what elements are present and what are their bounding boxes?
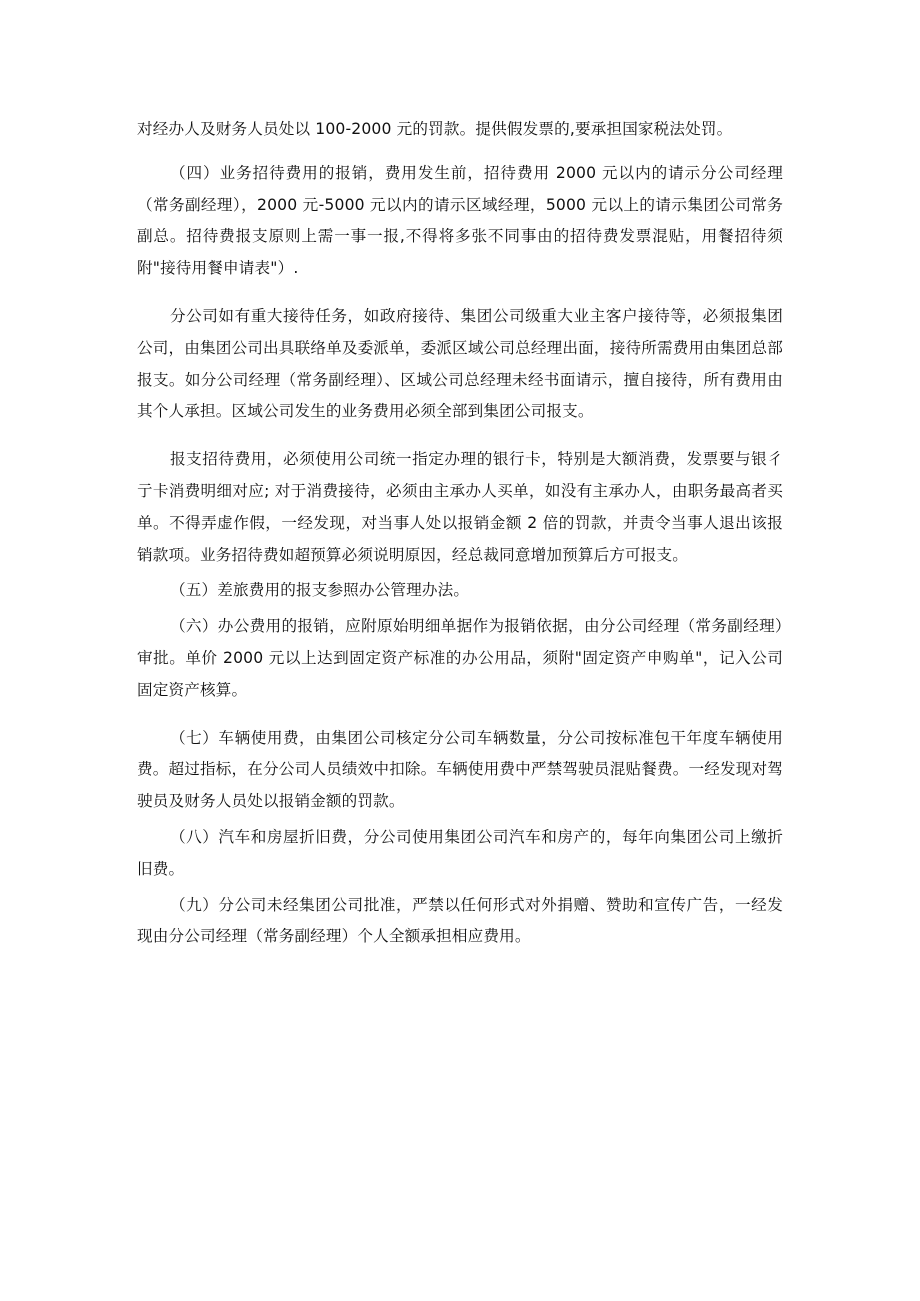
- paragraph-item-9-donation: （九）分公司未经集团公司批准，严禁以任何形式对外捐赠、赞助和宣传广告，一经发现由分公司经理（常务副经理）个人全额承担相应费用。: [137, 895, 783, 946]
- paragraph-penalty-continuation: 对经办人及财务人员处以 100-2000 元的罚款。提供假发票的,要承担国家税法处罚。: [137, 120, 733, 138]
- document-page: [137, 114, 783, 953]
- paragraph-item-4-entertainment: （四）业务招待费用的报销，费用发生前，招待费用 2000 元以内的请示分公司经理（常务副经理），2000 元-5000 元以内的请示区域经理，5000 元以上的请示集团公司常务副总。招待费报支原则上需一事一报,不得将多张不同事由的招待费发票混贴，用餐招待须附"接待用餐申请表"）.: [137, 163, 783, 278]
- paragraph-item-5-travel: （五）差旅费用的报支参照办公管理办法。: [170, 581, 470, 600]
- paragraph-major-reception: 分公司如有重大接待任务，如政府接待、集团公司级重大业主客户接待等，必须报集团公司，由集团公司出具联络单及委派单，委派区域公司总经理出面，接待所需费用由集团总部报支。如分公司经理（常务副经理）、区域公司总经理未经书面请示，擅自接待，所有费用由其个人承担。区域公司发生的业务费用必须全部到集团公司报支。: [137, 306, 783, 421]
- paragraph-item-7-vehicle: （七）车辆使用费，由集团公司核定分公司车辆数量，分公司按标准包干年度车辆使用费。超过指标，在分公司人员绩效中扣除。车辆使用费中严禁驾驶员混贴餐费。一经发现对驾驶员及财务人员处以报销金额的罚款。: [137, 728, 783, 811]
- paragraph-bank-card: 报支招待费用，必须使用公司统一指定办理的银行卡，特别是大额消费，发票要与银彳亍卡消费明细对应; 对于消费接待，必须由主承办人买单，如没有主承办人，由职务最高者买单。不得弄虚作假，一经发现，对当事人处以报销金额 2 倍的罚款，并责令当事人退出该报销款项。业务招待费如超预算必须说明原因，经总裁同意增加预算后方可报支。: [137, 450, 783, 564]
- paragraph-item-8-depreciation: （八）汽车和房屋折旧费，分公司使用集团公司汽车和房产的，每年向集团公司上缴折旧费。: [137, 827, 783, 878]
- paragraph-item-6-office: （六）办公费用的报销，应附原始明细单据作为报销依据，由分公司经理（常务副经理）审批。单价 2000 元以上达到固定资产标准的办公用品，须附"固定资产申购单"，记入公司固定资产核算。: [137, 617, 783, 699]
